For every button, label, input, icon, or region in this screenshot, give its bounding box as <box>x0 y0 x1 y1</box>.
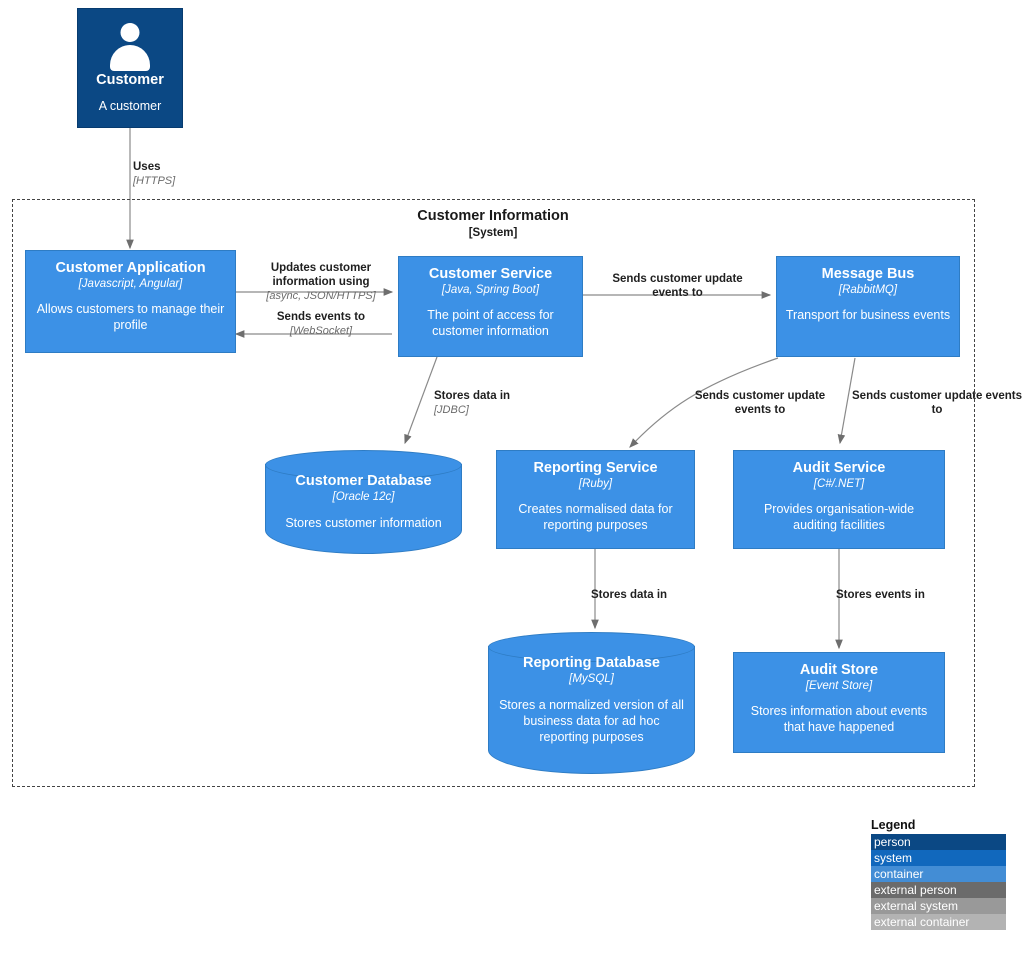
edge-label-stores-data-in-reporting-db-text: Stores data in <box>591 589 668 601</box>
edge-label-sends-customer-update-events-to-audit-text: Sends customer update events to <box>852 390 1022 416</box>
edge-label-sends-customer-update-events-to-bus <box>595 272 760 300</box>
node-audit-store-description: Stores information about events that have happened <box>750 704 928 734</box>
node-customer-service-description: The point of access for customer information <box>427 308 554 338</box>
node-customer-description: A customer <box>98 99 162 113</box>
edge-label-uses-text: Uses <box>133 161 161 173</box>
legend-item-person-label: person <box>874 835 911 849</box>
edge-label-updates-customer-information <box>251 261 391 303</box>
node-reporting-service-description: Creates normalised data for reporting purposes <box>518 502 673 532</box>
edge-label-sends-events-to-app <box>251 310 391 338</box>
edge-label-stores-data-in-reporting-db <box>591 588 721 602</box>
edge-label-stores-data-in-customer-db-tech: [JDBC] <box>434 404 469 416</box>
legend-item-external-container <box>871 914 1006 930</box>
legend <box>871 818 1006 930</box>
node-audit-store[interactable] <box>733 652 945 753</box>
node-customer-service-tech: [Java, Spring Boot] <box>441 284 540 296</box>
node-audit-store-name: Audit Store <box>799 662 879 678</box>
node-audit-service-name: Audit Service <box>792 460 886 476</box>
legend-item-container-label: container <box>874 867 924 881</box>
legend-item-external-person-label: external person <box>874 883 957 897</box>
node-message-bus-description: Transport for business events <box>785 308 951 322</box>
edge-label-sends-customer-update-events-to-bus-text: Sends customer update events to <box>612 273 743 299</box>
edge-label-uses-tech: [HTTPS] <box>133 175 176 187</box>
legend-item-container <box>871 866 1006 882</box>
node-reporting-database-description: Stores a normalized version of all business data for ad hoc reporting purposes <box>499 698 684 744</box>
edge-label-sends-events-to-app-tech: [WebSocket] <box>289 325 353 337</box>
legend-item-external-container-label: external container <box>874 915 970 929</box>
person-icon <box>107 23 153 69</box>
edge-label-stores-data-in-customer-db <box>434 389 544 417</box>
legend-title: Legend <box>871 818 916 832</box>
legend-item-external-system <box>871 898 1006 914</box>
edge-label-sends-customer-update-events-to-reporting-text: Sends customer update events to <box>694 390 826 416</box>
edge-label-sends-events-to-app-text: Sends events to <box>276 311 366 323</box>
legend-item-external-person <box>871 882 1006 898</box>
legend-item-external-system-label: external system <box>874 899 959 913</box>
node-message-bus-name: Message Bus <box>821 266 915 282</box>
node-customer-application-name: Customer Application <box>55 260 206 276</box>
boundary-type: [System] <box>468 227 518 239</box>
node-reporting-service[interactable] <box>496 450 695 549</box>
system-boundary-label <box>293 207 693 241</box>
node-customer-service[interactable] <box>398 256 583 357</box>
legend-item-system <box>871 850 1006 866</box>
edge-label-stores-events-in-audit-store <box>836 588 966 602</box>
node-audit-store-tech: [Event Store] <box>805 680 873 692</box>
node-customer-database-tech: [Oracle 12c] <box>332 491 395 503</box>
node-customer-name: Customer <box>96 72 164 88</box>
node-message-bus[interactable] <box>776 256 960 357</box>
edge-label-sends-customer-update-events-to-audit <box>851 389 1023 417</box>
legend-item-system-label: system <box>874 851 913 865</box>
node-audit-service[interactable] <box>733 450 945 549</box>
node-customer-database-description: Stores customer information <box>285 516 442 530</box>
node-message-bus-tech: [RabbitMQ] <box>838 284 898 296</box>
node-reporting-service-tech: [Ruby] <box>578 478 613 490</box>
edge-label-updates-customer-information-text: Updates customer information using <box>270 262 372 288</box>
node-audit-service-description: Provides organisation-wide auditing facilities <box>763 502 915 532</box>
edge-label-updates-customer-information-tech: [async, JSON/HTTPS] <box>266 290 376 302</box>
node-customer-database[interactable] <box>265 450 462 554</box>
edge-label-uses <box>133 160 243 188</box>
node-customer[interactable] <box>77 8 183 128</box>
node-customer-service-name: Customer Service <box>428 266 553 282</box>
node-reporting-database-name: Reporting Database <box>523 655 660 671</box>
node-reporting-service-name: Reporting Service <box>533 460 658 476</box>
edge-label-stores-data-in-customer-db-text: Stores data in <box>434 390 511 402</box>
node-reporting-database-tech: [MySQL] <box>569 673 614 685</box>
node-customer-database-name: Customer Database <box>295 473 432 489</box>
edge-label-sends-customer-update-events-to-reporting <box>676 389 844 417</box>
node-audit-service-tech: [C#/.NET] <box>813 478 865 490</box>
edge-label-stores-events-in-audit-store-text: Stores events in <box>836 589 925 601</box>
legend-item-person <box>871 834 1006 850</box>
node-reporting-database[interactable] <box>488 632 695 774</box>
boundary-name: Customer Information <box>417 208 569 224</box>
node-customer-application-tech: [Javascript, Angular] <box>78 278 183 290</box>
node-customer-application[interactable] <box>25 250 236 353</box>
node-customer-application-description: Allows customers to manage their profile <box>36 302 225 332</box>
